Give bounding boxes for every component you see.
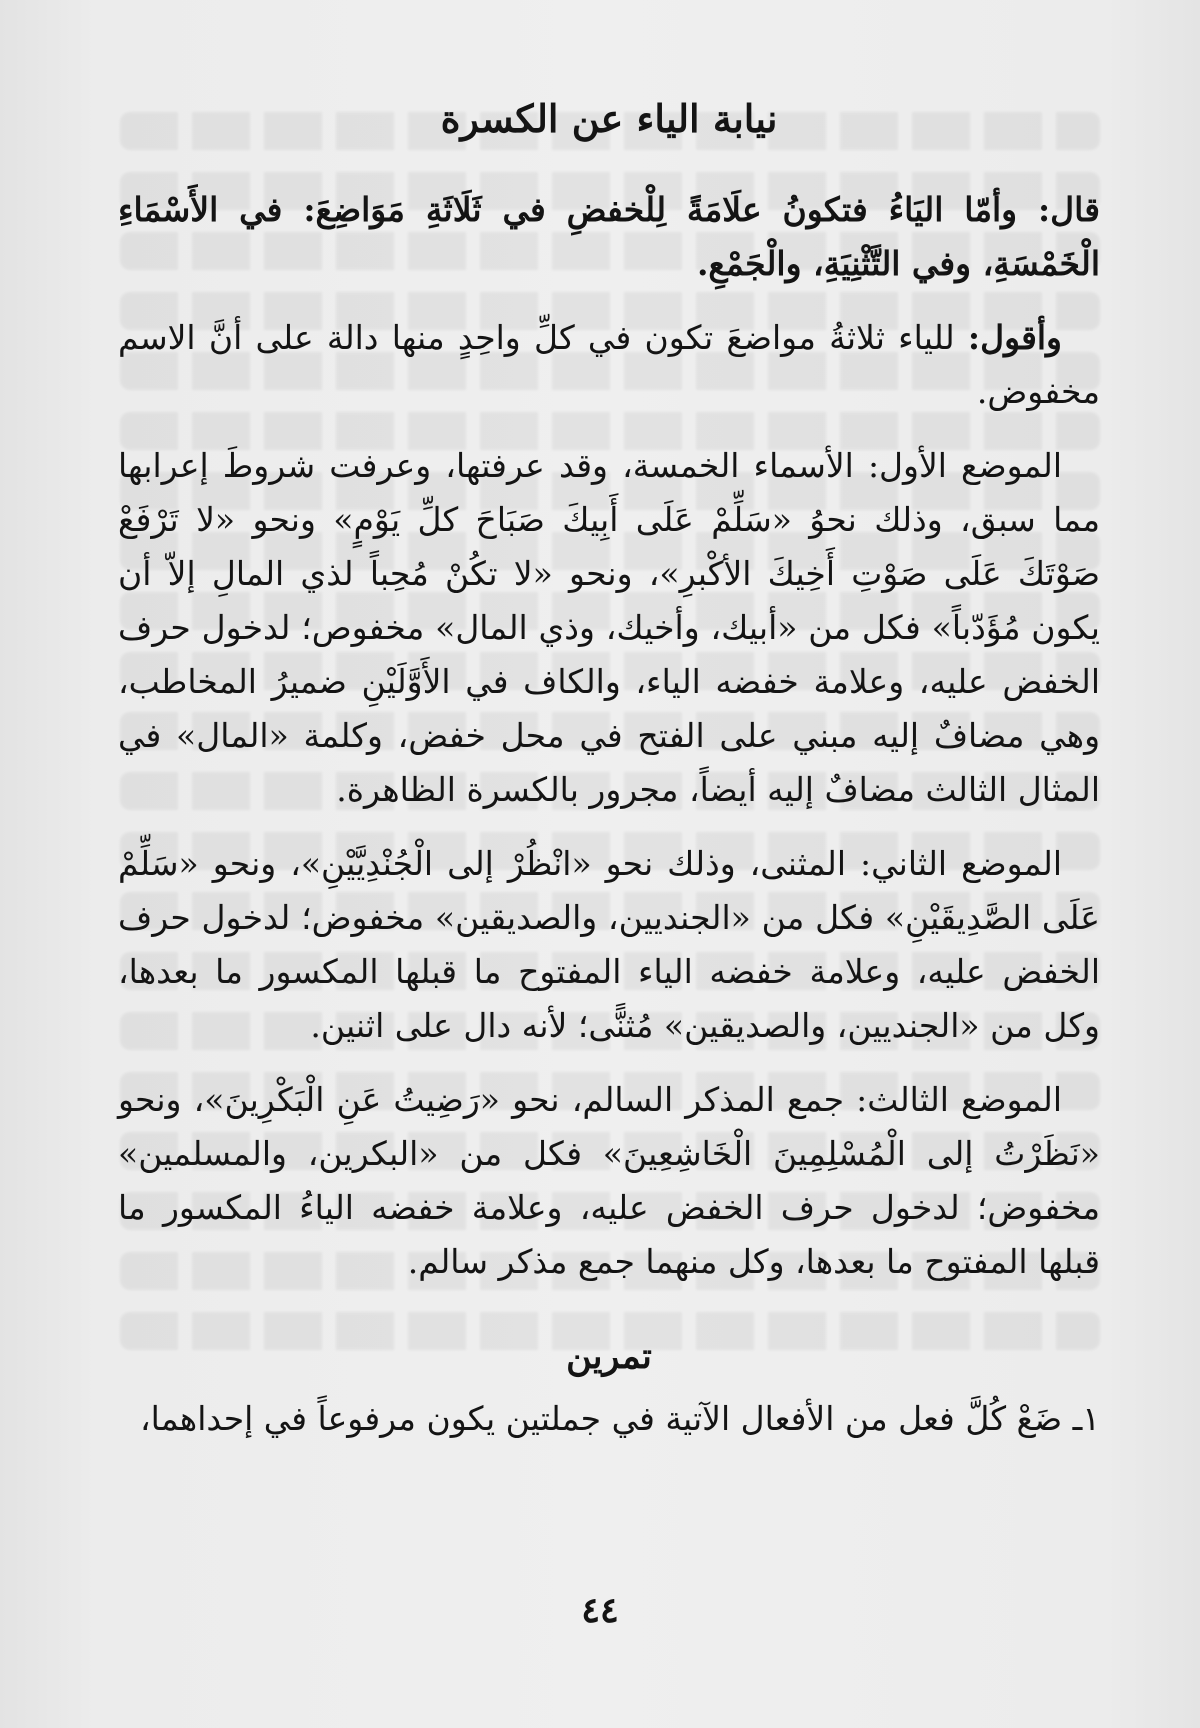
paragraph-text: جمع المذكر السالم، نحو «رَضِيتُ عَنِ الْبَكْرِينَ»، ونحو «نَظَرْتُ إلى الْمُسْلِمِينَ الْخَاشِعِينَ» فكل من «البكرين، والمسلمين» مخفوض؛ لدخول حرف الخفض عليه، وعلامة خفضه الياءُ المكسور ما قبلها المفتوح ما بعدها، وكل منهما جمع مذكر سالم.	[118, 1080, 1100, 1281]
paragraph-lead: الموضع الثالث:	[856, 1080, 1062, 1119]
commentary-paragraph	[118, 311, 1100, 419]
paragraph-text: الأسماء الخمسة، وقد عرفتها، وعرفت شروطَ إعرابها مما سبق، وذلك نحوُ «سَلِّمْ عَلَى أَبِيكَ صَبَاحَ كلِّ يَوْمٍ» ونحو «لا تَرْفَعْ صَوْتَكَ عَلَى صَوْتِ أَخِيكَ الأكْبرِ»، ونحو «لا تكُنْ مُحِباً لذي المالِ إلاّ أن يكون مُؤَدّباً» فكل من «أبيك، وأخيك، وذي المال» مخفوص؛ لدخول حرف الخفض عليه، وعلامة خفضه الياء، والكاف في الأَوَّلَيْنِ ضميرُ المخاطب، وهي مضافٌ إليه مبني على الفتح في محل خفض، وكلمة «المال» في المثال الثالث مضافٌ إليه أيضاً، مجرور بالكسرة الظاهرة.	[118, 446, 1100, 809]
exercise-item: ١ـ ضَعْ كُلَّ فعل من الأفعال الآتية في جملتين يكون مرفوعاً في إحداهما،	[140, 1399, 1100, 1438]
paragraph-lead: الموضع الثاني:	[860, 844, 1063, 883]
second-position-paragraph	[118, 837, 1100, 1053]
paragraph-lead: قال:	[1038, 190, 1100, 229]
paragraph-lead: وأقول:	[967, 318, 1062, 357]
page-content	[118, 92, 1100, 1446]
page-number: ٤٤	[581, 1590, 619, 1631]
exercise-title: تمرين	[566, 1336, 652, 1377]
source-text-paragraph	[118, 183, 1100, 291]
paragraph-text: للياء ثلاثةُ مواضعَ تكون في كلِّ واحِدٍ منها دالة على أنَّ الاسم مخفوض.	[118, 318, 1100, 411]
first-position-paragraph	[118, 439, 1100, 817]
third-position-paragraph	[118, 1073, 1100, 1289]
paragraph-text: المثنى، وذلك نحو «انْظُرْ إلى الْجُنْدِيَّيْنِ»، ونحو «سَلِّمْ عَلَى الصَّدِيقَيْنِ» فكل من «الجنديين، والصديقين» مخفوض؛ لدخول حرف الخفض عليه، وعلامة خفضه الياء المفتوح ما قبلها المكسور ما بعدها، وكل من «الجنديين، والصديقين» مُثنًّى؛ لأنه دال على اثنين.	[118, 844, 1100, 1045]
paragraph-text: وأمّا اليَاءُ فتكونُ علَامَةً لِلْخفضِ في ثَلَاثَةِ مَوَاضِعَ: في الأَسْمَاءِ الْخَمْسَةِ، وفي التَّثْنِيَةِ، والْجَمْعِ.	[118, 190, 1100, 283]
page-title: نيابة الياء عن الكسرة	[440, 96, 778, 141]
paragraph-lead: الموضع الأول:	[867, 446, 1062, 485]
